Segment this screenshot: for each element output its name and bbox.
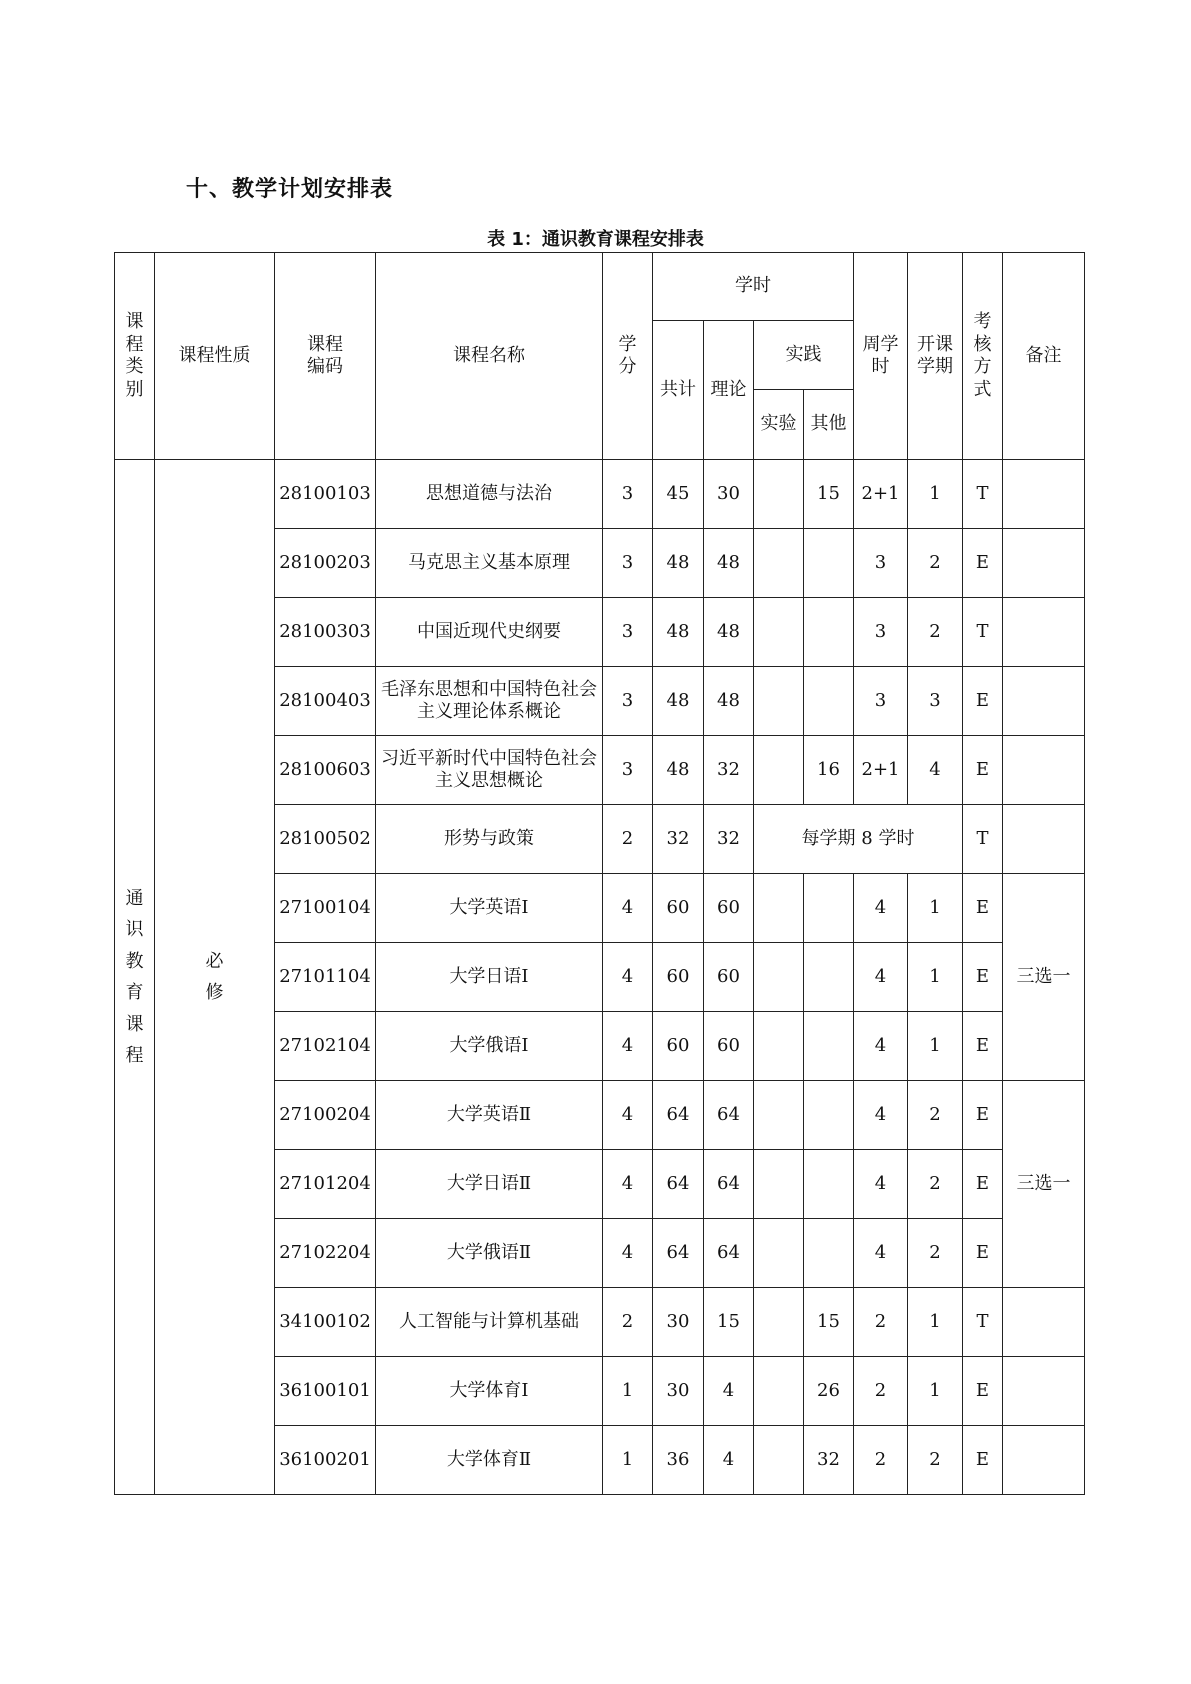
assessment: E xyxy=(963,1219,1003,1288)
experiment-hours xyxy=(754,598,804,667)
weekly-hours: 4 xyxy=(854,1219,908,1288)
weekly-hours: 3 xyxy=(854,529,908,598)
remarks-group: 三选一 xyxy=(1003,1081,1085,1288)
course-code: 36100101 xyxy=(275,1357,376,1426)
course-name: 大学俄语Ⅰ xyxy=(376,1012,603,1081)
header-nature: 课程性质 xyxy=(155,253,275,460)
credits: 3 xyxy=(603,598,653,667)
assessment: E xyxy=(963,1357,1003,1426)
other-hours xyxy=(804,667,854,736)
course-code: 27101204 xyxy=(275,1150,376,1219)
experiment-hours xyxy=(754,1012,804,1081)
total-hours: 36 xyxy=(653,1426,704,1495)
theory-hours: 4 xyxy=(704,1426,754,1495)
theory-hours: 32 xyxy=(704,736,754,805)
semester: 2 xyxy=(908,529,963,598)
other-hours: 15 xyxy=(804,460,854,529)
credits: 1 xyxy=(603,1357,653,1426)
total-hours: 64 xyxy=(653,1150,704,1219)
assessment: E xyxy=(963,667,1003,736)
semester: 1 xyxy=(908,1357,963,1426)
total-hours: 48 xyxy=(653,529,704,598)
theory-hours: 64 xyxy=(704,1081,754,1150)
course-code: 28100103 xyxy=(275,460,376,529)
credits: 3 xyxy=(603,736,653,805)
assessment: E xyxy=(963,1081,1003,1150)
semester: 3 xyxy=(908,667,963,736)
assessment: T xyxy=(963,598,1003,667)
theory-hours: 64 xyxy=(704,1150,754,1219)
other-hours xyxy=(804,943,854,1012)
weekly-hours: 2 xyxy=(854,1357,908,1426)
weekly-hours: 2 xyxy=(854,1288,908,1357)
assessment: E xyxy=(963,1426,1003,1495)
credits: 3 xyxy=(603,460,653,529)
theory-hours: 15 xyxy=(704,1288,754,1357)
experiment-hours xyxy=(754,1357,804,1426)
theory-hours: 60 xyxy=(704,1012,754,1081)
credits: 4 xyxy=(603,943,653,1012)
header-assessment: 考核方式 xyxy=(963,253,1003,460)
theory-hours: 48 xyxy=(704,598,754,667)
theory-hours: 60 xyxy=(704,874,754,943)
remarks xyxy=(1003,805,1085,874)
credits: 4 xyxy=(603,1219,653,1288)
total-hours: 64 xyxy=(653,1081,704,1150)
course-code: 28100303 xyxy=(275,598,376,667)
course-code: 36100201 xyxy=(275,1426,376,1495)
other-hours xyxy=(804,1081,854,1150)
other-hours xyxy=(804,1219,854,1288)
header-experiment: 实验 xyxy=(754,390,804,460)
course-name: 人工智能与计算机基础 xyxy=(376,1288,603,1357)
other-hours: 15 xyxy=(804,1288,854,1357)
weekly-hours: 4 xyxy=(854,943,908,1012)
other-hours xyxy=(804,1012,854,1081)
total-hours: 45 xyxy=(653,460,704,529)
semester: 2 xyxy=(908,1150,963,1219)
total-hours: 64 xyxy=(653,1219,704,1288)
credits: 4 xyxy=(603,1150,653,1219)
total-hours: 60 xyxy=(653,1012,704,1081)
theory-hours: 30 xyxy=(704,460,754,529)
assessment: E xyxy=(963,1150,1003,1219)
experiment-hours xyxy=(754,667,804,736)
header-weekly-hours: 周学时 xyxy=(854,253,908,460)
course-name: 形势与政策 xyxy=(376,805,603,874)
semester: 1 xyxy=(908,874,963,943)
total-hours: 60 xyxy=(653,943,704,1012)
course-name: 大学体育Ⅰ xyxy=(376,1357,603,1426)
semester: 1 xyxy=(908,943,963,1012)
weekly-hours: 3 xyxy=(854,598,908,667)
semester: 4 xyxy=(908,736,963,805)
remarks xyxy=(1003,1357,1085,1426)
header-credits: 学分 xyxy=(603,253,653,460)
weekly-hours: 3 xyxy=(854,667,908,736)
special-note: 每学期 8 学时 xyxy=(754,805,963,874)
nature-cell: 必修 xyxy=(155,460,275,1495)
semester: 1 xyxy=(908,460,963,529)
header-other: 其他 xyxy=(804,390,854,460)
course-code: 27102104 xyxy=(275,1012,376,1081)
semester: 2 xyxy=(908,1219,963,1288)
total-hours: 30 xyxy=(653,1288,704,1357)
header-category: 课程类别 xyxy=(115,253,155,460)
course-name: 大学日语Ⅰ xyxy=(376,943,603,1012)
semester: 1 xyxy=(908,1288,963,1357)
category-cell: 通识教育课程 xyxy=(115,460,155,1495)
experiment-hours xyxy=(754,1426,804,1495)
assessment: T xyxy=(963,805,1003,874)
weekly-hours: 2+1 xyxy=(854,736,908,805)
course-name: 思想道德与法治 xyxy=(376,460,603,529)
remarks xyxy=(1003,1288,1085,1357)
credits: 4 xyxy=(603,874,653,943)
semester: 2 xyxy=(908,1081,963,1150)
assessment: T xyxy=(963,1288,1003,1357)
course-code: 34100102 xyxy=(275,1288,376,1357)
assessment: E xyxy=(963,1012,1003,1081)
credits: 2 xyxy=(603,1288,653,1357)
weekly-hours: 4 xyxy=(854,1012,908,1081)
remarks xyxy=(1003,529,1085,598)
semester: 1 xyxy=(908,1012,963,1081)
other-hours xyxy=(804,874,854,943)
credits: 4 xyxy=(603,1012,653,1081)
total-hours: 48 xyxy=(653,667,704,736)
course-code: 27102204 xyxy=(275,1219,376,1288)
other-hours xyxy=(804,1150,854,1219)
course-name: 大学英语Ⅰ xyxy=(376,874,603,943)
theory-hours: 48 xyxy=(704,529,754,598)
credits: 4 xyxy=(603,1081,653,1150)
course-name: 大学体育Ⅱ xyxy=(376,1426,603,1495)
theory-hours: 32 xyxy=(704,805,754,874)
credits: 3 xyxy=(603,667,653,736)
other-hours xyxy=(804,598,854,667)
header-practice: 实践 xyxy=(754,321,854,390)
course-schedule-table xyxy=(114,252,1085,1495)
course-name: 大学英语Ⅱ xyxy=(376,1081,603,1150)
credits: 2 xyxy=(603,805,653,874)
experiment-hours xyxy=(754,1288,804,1357)
weekly-hours: 2 xyxy=(854,1426,908,1495)
header-hours: 学时 xyxy=(653,253,854,321)
course-name: 大学日语Ⅱ xyxy=(376,1150,603,1219)
course-code: 28100403 xyxy=(275,667,376,736)
total-hours: 48 xyxy=(653,736,704,805)
semester: 2 xyxy=(908,1426,963,1495)
weekly-hours: 4 xyxy=(854,1081,908,1150)
remarks xyxy=(1003,598,1085,667)
assessment: T xyxy=(963,460,1003,529)
header-remarks: 备注 xyxy=(1003,253,1085,460)
experiment-hours xyxy=(754,1081,804,1150)
experiment-hours xyxy=(754,1219,804,1288)
header-total: 共计 xyxy=(653,321,704,460)
table-caption: 表 1：通识教育课程安排表 xyxy=(487,229,704,250)
total-hours: 60 xyxy=(653,874,704,943)
course-code: 27101104 xyxy=(275,943,376,1012)
assessment: E xyxy=(963,943,1003,1012)
header-name: 课程名称 xyxy=(376,253,603,460)
semester: 2 xyxy=(908,598,963,667)
credits: 3 xyxy=(603,529,653,598)
remarks xyxy=(1003,667,1085,736)
assessment: E xyxy=(963,874,1003,943)
experiment-hours xyxy=(754,736,804,805)
course-name: 习近平新时代中国特色社会主义思想概论 xyxy=(376,736,603,805)
experiment-hours xyxy=(754,874,804,943)
header-semester: 开课学期 xyxy=(908,253,963,460)
theory-hours: 4 xyxy=(704,1357,754,1426)
section-title: 十、教学计划安排表 xyxy=(186,177,394,202)
theory-hours: 64 xyxy=(704,1219,754,1288)
course-code: 28100502 xyxy=(275,805,376,874)
course-name: 中国近现代史纲要 xyxy=(376,598,603,667)
assessment: E xyxy=(963,736,1003,805)
header-theory: 理论 xyxy=(704,321,754,460)
theory-hours: 60 xyxy=(704,943,754,1012)
credits: 1 xyxy=(603,1426,653,1495)
remarks xyxy=(1003,1426,1085,1495)
weekly-hours: 2+1 xyxy=(854,460,908,529)
other-hours: 16 xyxy=(804,736,854,805)
weekly-hours: 4 xyxy=(854,1150,908,1219)
experiment-hours xyxy=(754,529,804,598)
total-hours: 30 xyxy=(653,1357,704,1426)
course-code: 28100203 xyxy=(275,529,376,598)
remarks xyxy=(1003,460,1085,529)
table-row xyxy=(115,460,1085,529)
assessment: E xyxy=(963,529,1003,598)
experiment-hours xyxy=(754,1150,804,1219)
other-hours xyxy=(804,529,854,598)
header-code: 课程编码 xyxy=(275,253,376,460)
total-hours: 32 xyxy=(653,805,704,874)
course-code: 28100603 xyxy=(275,736,376,805)
course-code: 27100204 xyxy=(275,1081,376,1150)
course-name: 毛泽东思想和中国特色社会主义理论体系概论 xyxy=(376,667,603,736)
course-name: 大学俄语Ⅱ xyxy=(376,1219,603,1288)
weekly-hours: 4 xyxy=(854,874,908,943)
remarks xyxy=(1003,736,1085,805)
theory-hours: 48 xyxy=(704,667,754,736)
other-hours: 32 xyxy=(804,1426,854,1495)
course-code: 27100104 xyxy=(275,874,376,943)
total-hours: 48 xyxy=(653,598,704,667)
course-name: 马克思主义基本原理 xyxy=(376,529,603,598)
experiment-hours xyxy=(754,943,804,1012)
other-hours: 26 xyxy=(804,1357,854,1426)
experiment-hours xyxy=(754,460,804,529)
remarks-group: 三选一 xyxy=(1003,874,1085,1081)
